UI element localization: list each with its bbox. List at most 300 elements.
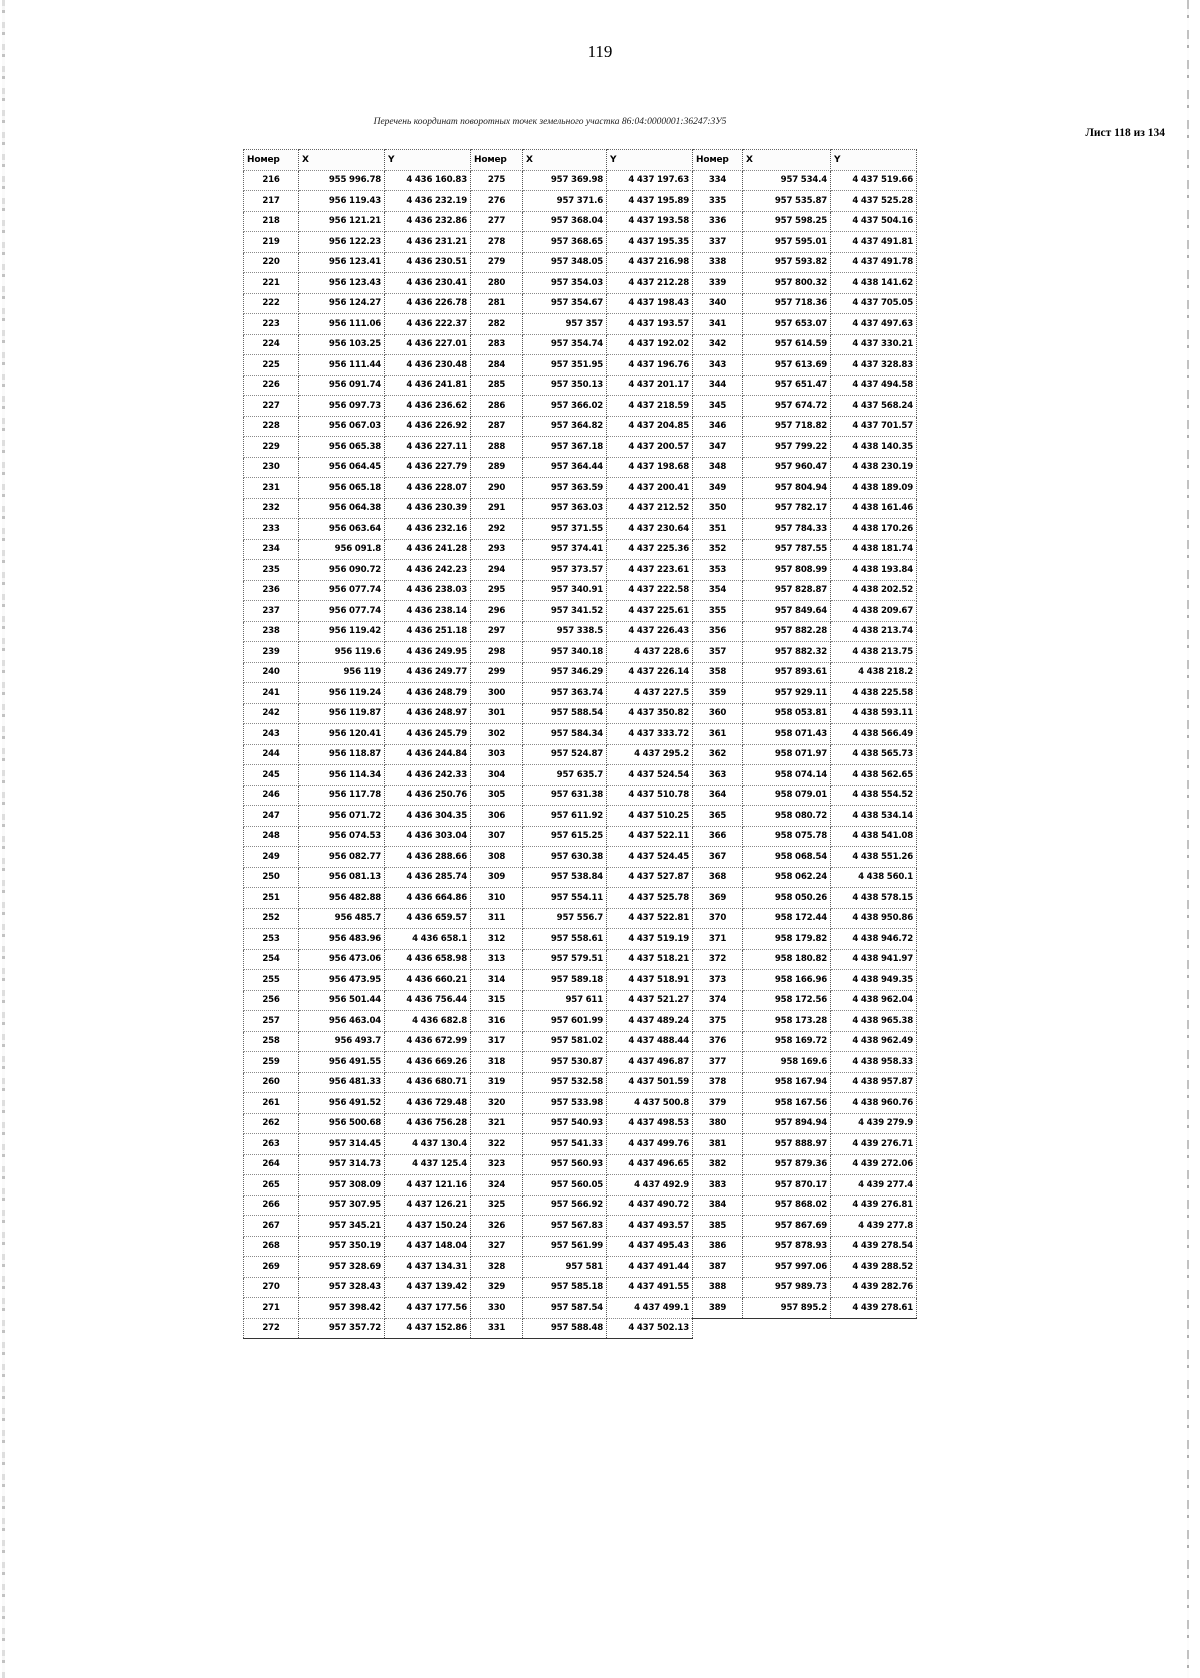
point-number: 300	[471, 683, 523, 704]
coord-x: 956 121.21	[299, 211, 385, 232]
point-number: 284	[471, 355, 523, 376]
point-number: 384	[693, 1195, 743, 1216]
coord-x: 956 114.34	[299, 765, 385, 786]
point-number: 331	[471, 1318, 523, 1339]
table-row	[244, 662, 917, 683]
point-number: 349	[693, 478, 743, 499]
table-row	[244, 601, 917, 622]
coord-x: 957 800.32	[743, 273, 831, 294]
coord-y: 4 438 554.52	[831, 785, 917, 806]
point-number: 385	[693, 1216, 743, 1237]
header-y: Y	[831, 150, 917, 171]
table-row	[244, 785, 917, 806]
point-number: 364	[693, 785, 743, 806]
coord-y: 4 438 562.65	[831, 765, 917, 786]
table-caption: Перечень координат поворотных точек земельного участка 86:04:0000001:36247:3У5	[373, 117, 727, 127]
header-number: Номер	[244, 150, 299, 171]
coord-y: 4 436 303.04	[385, 826, 471, 847]
table-row	[244, 683, 917, 704]
coord-x: 957 598.25	[743, 211, 831, 232]
coord-x: 958 080.72	[743, 806, 831, 827]
point-number: 281	[471, 293, 523, 314]
coord-x: 957 888.97	[743, 1134, 831, 1155]
coord-y: 4 437 701.57	[831, 416, 917, 437]
coord-x: 957 538.84	[523, 867, 607, 888]
coord-y: 4 436 682.8	[385, 1011, 471, 1032]
point-number: 370	[693, 908, 743, 929]
coord-x: 957 588.48	[523, 1318, 607, 1339]
table-row	[244, 273, 917, 294]
coord-x: 956 485.7	[299, 908, 385, 929]
coord-y: 4 437 195.89	[607, 191, 693, 212]
coord-x: 956 065.38	[299, 437, 385, 458]
coord-x: 957 989.73	[743, 1277, 831, 1298]
point-number: 285	[471, 375, 523, 396]
point-number: 343	[693, 355, 743, 376]
coord-x: 957 354.74	[523, 334, 607, 355]
point-number: 224	[244, 334, 299, 355]
coord-y: 4 437 218.59	[607, 396, 693, 417]
coord-x: 956 122.23	[299, 232, 385, 253]
table-row	[244, 1113, 917, 1134]
coord-x: 957 893.61	[743, 662, 831, 683]
header-y: Y	[607, 150, 693, 171]
point-number: 246	[244, 785, 299, 806]
point-number: 231	[244, 478, 299, 499]
coord-x: 957 882.28	[743, 621, 831, 642]
coord-y: 4 437 519.19	[607, 929, 693, 950]
coord-x: 957 718.82	[743, 416, 831, 437]
coord-x: 956 501.44	[299, 990, 385, 1011]
coord-y: 4 438 560.1	[831, 867, 917, 888]
coord-x: 956 111.06	[299, 314, 385, 335]
coord-y: 4 436 658.1	[385, 929, 471, 950]
coord-x: 957 567.83	[523, 1216, 607, 1237]
coord-y: 4 437 494.58	[831, 375, 917, 396]
point-number: 322	[471, 1134, 523, 1155]
coord-x: 957 651.47	[743, 375, 831, 396]
coord-y: 4 439 272.06	[831, 1154, 917, 1175]
table-row	[244, 232, 917, 253]
coord-y: 4 436 659.57	[385, 908, 471, 929]
coord-x: 958 180.82	[743, 949, 831, 970]
coord-x: 956 473.06	[299, 949, 385, 970]
point-number: 230	[244, 457, 299, 478]
coord-x: 957 674.72	[743, 396, 831, 417]
coord-x: 958 079.01	[743, 785, 831, 806]
point-number: 351	[693, 519, 743, 540]
coord-y: 4 437 196.76	[607, 355, 693, 376]
table-row	[244, 1257, 917, 1278]
coord-x: 957 804.94	[743, 478, 831, 499]
coord-y: 4 437 177.56	[385, 1298, 471, 1319]
coord-y: 4 436 222.37	[385, 314, 471, 335]
point-number: 258	[244, 1031, 299, 1052]
point-number: 265	[244, 1175, 299, 1196]
table-row	[244, 765, 917, 786]
coord-y: 4 438 161.46	[831, 498, 917, 519]
coord-y: 4 437 121.16	[385, 1175, 471, 1196]
coord-y: 4 438 958.33	[831, 1052, 917, 1073]
point-number: 338	[693, 252, 743, 273]
point-number: 269	[244, 1257, 299, 1278]
point-number: 299	[471, 662, 523, 683]
point-number: 267	[244, 1216, 299, 1237]
coord-x: 957 363.59	[523, 478, 607, 499]
table-row	[244, 1052, 917, 1073]
coord-y: 4 437 518.91	[607, 970, 693, 991]
point-number: 341	[693, 314, 743, 335]
coord-x: 957 350.13	[523, 375, 607, 396]
coord-x: 957 341.52	[523, 601, 607, 622]
point-number: 325	[471, 1195, 523, 1216]
point-number: 245	[244, 765, 299, 786]
table-row	[244, 539, 917, 560]
coord-x: 956 483.96	[299, 929, 385, 950]
header-x: X	[299, 150, 385, 171]
point-number: 313	[471, 949, 523, 970]
point-number: 354	[693, 580, 743, 601]
point-number: 225	[244, 355, 299, 376]
coord-y: 4 437 139.42	[385, 1277, 471, 1298]
coord-x: 957 808.99	[743, 560, 831, 581]
coord-x: 957 878.93	[743, 1236, 831, 1257]
coord-x: 957 799.22	[743, 437, 831, 458]
coord-x: 957 340.18	[523, 642, 607, 663]
coord-x: 956 491.52	[299, 1093, 385, 1114]
table-row	[244, 478, 917, 499]
coord-y: 4 436 249.77	[385, 662, 471, 683]
coord-x: 956 118.87	[299, 744, 385, 765]
point-number: 376	[693, 1031, 743, 1052]
point-number: 316	[471, 1011, 523, 1032]
coord-x: 956 493.7	[299, 1031, 385, 1052]
coord-y: 4 437 524.54	[607, 765, 693, 786]
point-number: 288	[471, 437, 523, 458]
coord-y: 4 437 201.17	[607, 375, 693, 396]
point-number: 309	[471, 867, 523, 888]
coord-x: 958 169.6	[743, 1052, 831, 1073]
point-number: 220	[244, 252, 299, 273]
coord-y: 4 437 527.87	[607, 867, 693, 888]
coord-y: 4 437 195.35	[607, 232, 693, 253]
point-number: 380	[693, 1113, 743, 1134]
point-number: 234	[244, 539, 299, 560]
coord-x: 957 534.4	[743, 170, 831, 191]
point-number: 280	[471, 273, 523, 294]
coord-y: 4 437 328.83	[831, 355, 917, 376]
table-row	[244, 990, 917, 1011]
coord-x: 957 368.04	[523, 211, 607, 232]
coord-y: 4 437 333.72	[607, 724, 693, 745]
point-number: 353	[693, 560, 743, 581]
coord-x: 957 601.99	[523, 1011, 607, 1032]
coord-y: 4 438 141.62	[831, 273, 917, 294]
coord-y: 4 438 230.19	[831, 457, 917, 478]
point-number: 305	[471, 785, 523, 806]
coord-x: 958 179.82	[743, 929, 831, 950]
coord-x: 956 097.73	[299, 396, 385, 417]
coord-y: 4 437 501.59	[607, 1072, 693, 1093]
coord-y: 4 438 209.67	[831, 601, 917, 622]
coord-x: 957 307.95	[299, 1195, 385, 1216]
coord-x: 957 593.82	[743, 252, 831, 273]
point-number: 227	[244, 396, 299, 417]
coord-x: 956 082.77	[299, 847, 385, 868]
table-row	[244, 703, 917, 724]
point-number: 355	[693, 601, 743, 622]
coord-x: 957 348.05	[523, 252, 607, 273]
coord-y: 4 436 251.18	[385, 621, 471, 642]
coord-y: 4 437 568.24	[831, 396, 917, 417]
point-number: 272	[244, 1318, 299, 1339]
table-row	[244, 1031, 917, 1052]
point-number: 218	[244, 211, 299, 232]
coord-x: 957 566.92	[523, 1195, 607, 1216]
point-number: 312	[471, 929, 523, 950]
coord-x: 957 540.93	[523, 1113, 607, 1134]
point-number: 306	[471, 806, 523, 827]
point-number: 262	[244, 1113, 299, 1134]
coord-x: 956 124.27	[299, 293, 385, 314]
point-number: 301	[471, 703, 523, 724]
point-number: 346	[693, 416, 743, 437]
coord-x: 957 373.57	[523, 560, 607, 581]
coord-x: 957 338.5	[523, 621, 607, 642]
coord-y: 4 436 664.86	[385, 888, 471, 909]
coord-x: 957 350.19	[299, 1236, 385, 1257]
table-row	[244, 560, 917, 581]
point-number: 232	[244, 498, 299, 519]
coord-x: 957 929.11	[743, 683, 831, 704]
coord-y: 4 437 193.58	[607, 211, 693, 232]
table-row	[244, 1134, 917, 1155]
point-number: 289	[471, 457, 523, 478]
point-number: 389	[693, 1298, 743, 1319]
coord-x: 957 314.73	[299, 1154, 385, 1175]
point-number: 298	[471, 642, 523, 663]
coord-x: 957 870.17	[743, 1175, 831, 1196]
coord-x: 957 784.33	[743, 519, 831, 540]
table-row	[244, 806, 917, 827]
coord-y: 4 438 941.97	[831, 949, 917, 970]
coord-x: 957 364.82	[523, 416, 607, 437]
coord-x: 957 328.43	[299, 1277, 385, 1298]
table-row	[244, 1072, 917, 1093]
point-number: 339	[693, 273, 743, 294]
coord-y: 4 436 756.44	[385, 990, 471, 1011]
table-row	[244, 1216, 917, 1237]
point-number: 263	[244, 1134, 299, 1155]
coord-x: 957 560.93	[523, 1154, 607, 1175]
point-number: 240	[244, 662, 299, 683]
coord-x: 957 997.06	[743, 1257, 831, 1278]
table-row	[244, 1318, 917, 1339]
coord-y: 4 437 519.66	[831, 170, 917, 191]
coord-x: 956 090.72	[299, 560, 385, 581]
point-number: 366	[693, 826, 743, 847]
coord-y: 4 439 278.54	[831, 1236, 917, 1257]
point-number: 248	[244, 826, 299, 847]
point-number: 365	[693, 806, 743, 827]
coord-x: 958 167.56	[743, 1093, 831, 1114]
point-number: 357	[693, 642, 743, 663]
coord-x: 957 532.58	[523, 1072, 607, 1093]
coord-x: 956 071.72	[299, 806, 385, 827]
coord-y: 4 437 130.4	[385, 1134, 471, 1155]
coord-x: 957 595.01	[743, 232, 831, 253]
point-number: 381	[693, 1134, 743, 1155]
point-number: 221	[244, 273, 299, 294]
coord-x: 956 117.78	[299, 785, 385, 806]
point-number: 362	[693, 744, 743, 765]
coord-x: 957 631.38	[523, 785, 607, 806]
coord-x: 956 482.88	[299, 888, 385, 909]
coord-x: 956 119.43	[299, 191, 385, 212]
coord-x: 957 357.72	[299, 1318, 385, 1339]
point-number: 382	[693, 1154, 743, 1175]
coord-y: 4 436 236.62	[385, 396, 471, 417]
table-row	[244, 519, 917, 540]
coord-x: 957 561.99	[523, 1236, 607, 1257]
table-row	[244, 826, 917, 847]
table-row	[244, 949, 917, 970]
point-number: 294	[471, 560, 523, 581]
coord-y: 4 438 225.58	[831, 683, 917, 704]
coord-y: 4 436 230.39	[385, 498, 471, 519]
coord-y: 4 436 249.95	[385, 642, 471, 663]
point-number: 247	[244, 806, 299, 827]
coord-y: 4 437 200.57	[607, 437, 693, 458]
table-row	[244, 437, 917, 458]
table-row	[244, 1175, 917, 1196]
point-number: 233	[244, 519, 299, 540]
table-row	[244, 314, 917, 335]
point-number: 261	[244, 1093, 299, 1114]
coord-x: 957 615.25	[523, 826, 607, 847]
coord-x: 957 364.44	[523, 457, 607, 478]
point-number: 359	[693, 683, 743, 704]
coord-y: 4 436 230.48	[385, 355, 471, 376]
coord-y: 4 438 962.49	[831, 1031, 917, 1052]
coord-x: 957 614.59	[743, 334, 831, 355]
table-row	[244, 211, 917, 232]
point-number: 291	[471, 498, 523, 519]
coord-y: 4 436 680.71	[385, 1072, 471, 1093]
point-number: 255	[244, 970, 299, 991]
point-number: 352	[693, 539, 743, 560]
coord-x: 957 787.55	[743, 539, 831, 560]
table-row	[244, 170, 917, 191]
coord-x: 958 068.54	[743, 847, 831, 868]
point-number: 237	[244, 601, 299, 622]
point-number: 238	[244, 621, 299, 642]
point-number: 271	[244, 1298, 299, 1319]
point-number: 236	[244, 580, 299, 601]
point-number: 286	[471, 396, 523, 417]
coord-x: 956 091.8	[299, 539, 385, 560]
point-number: 324	[471, 1175, 523, 1196]
point-number: 328	[471, 1257, 523, 1278]
coord-y: 4 439 288.52	[831, 1257, 917, 1278]
coord-x: 956 119.42	[299, 621, 385, 642]
coord-x: 956 063.64	[299, 519, 385, 540]
table-row	[244, 744, 917, 765]
coord-x: 956 077.74	[299, 580, 385, 601]
coord-y: 4 437 491.78	[831, 252, 917, 273]
table-row	[244, 867, 917, 888]
point-number: 257	[244, 1011, 299, 1032]
coord-x: 957 367.18	[523, 437, 607, 458]
point-number: 348	[693, 457, 743, 478]
point-number: 239	[244, 642, 299, 663]
point-number: 334	[693, 170, 743, 191]
coord-y: 4 437 496.87	[607, 1052, 693, 1073]
coord-x: 957 882.32	[743, 642, 831, 663]
coord-y: 4 437 198.68	[607, 457, 693, 478]
coord-y: 4 436 227.11	[385, 437, 471, 458]
coord-y: 4 436 248.97	[385, 703, 471, 724]
coord-x: 957 346.29	[523, 662, 607, 683]
scan-edge-right	[1187, 0, 1189, 1678]
coord-x: 957 868.02	[743, 1195, 831, 1216]
coord-y: 4 439 278.61	[831, 1298, 917, 1319]
coord-x: 956 119	[299, 662, 385, 683]
header-y: Y	[385, 150, 471, 171]
header-number: Номер	[693, 150, 743, 171]
coord-x: 956 463.04	[299, 1011, 385, 1032]
table-header-row	[244, 150, 917, 171]
coord-x: 958 071.43	[743, 724, 831, 745]
point-number: 223	[244, 314, 299, 335]
point-number: 229	[244, 437, 299, 458]
coord-y: 4 436 285.74	[385, 867, 471, 888]
point-number: 283	[471, 334, 523, 355]
coord-x: 956 091.74	[299, 375, 385, 396]
coord-x: 957 867.69	[743, 1216, 831, 1237]
point-number: 296	[471, 601, 523, 622]
coord-x: 957 554.11	[523, 888, 607, 909]
coord-y: 4 439 277.4	[831, 1175, 917, 1196]
coord-y: 4 437 212.52	[607, 498, 693, 519]
point-number: 347	[693, 437, 743, 458]
coord-y: 4 437 223.61	[607, 560, 693, 581]
coord-y: 4 437 148.04	[385, 1236, 471, 1257]
point-number: 367	[693, 847, 743, 868]
coord-x: 956 491.55	[299, 1052, 385, 1073]
coord-x: 958 169.72	[743, 1031, 831, 1052]
coord-y: 4 437 134.31	[385, 1257, 471, 1278]
coord-y: 4 437 491.55	[607, 1277, 693, 1298]
coord-x: 958 075.78	[743, 826, 831, 847]
coord-y: 4 437 216.98	[607, 252, 693, 273]
point-number: 266	[244, 1195, 299, 1216]
coord-y: 4 437 521.27	[607, 990, 693, 1011]
coord-y: 4 439 276.81	[831, 1195, 917, 1216]
coord-x: 957 328.69	[299, 1257, 385, 1278]
table-row	[244, 396, 917, 417]
table-row	[244, 1298, 917, 1319]
point-number: 368	[693, 867, 743, 888]
table-row	[244, 1195, 917, 1216]
coord-y: 4 438 960.76	[831, 1093, 917, 1114]
coord-y: 4 439 276.71	[831, 1134, 917, 1155]
coord-x: 958 050.26	[743, 888, 831, 909]
coord-x: 957 357	[523, 314, 607, 335]
coord-y: 4 437 522.81	[607, 908, 693, 929]
coord-x: 957 630.38	[523, 847, 607, 868]
coord-x: 958 062.24	[743, 867, 831, 888]
